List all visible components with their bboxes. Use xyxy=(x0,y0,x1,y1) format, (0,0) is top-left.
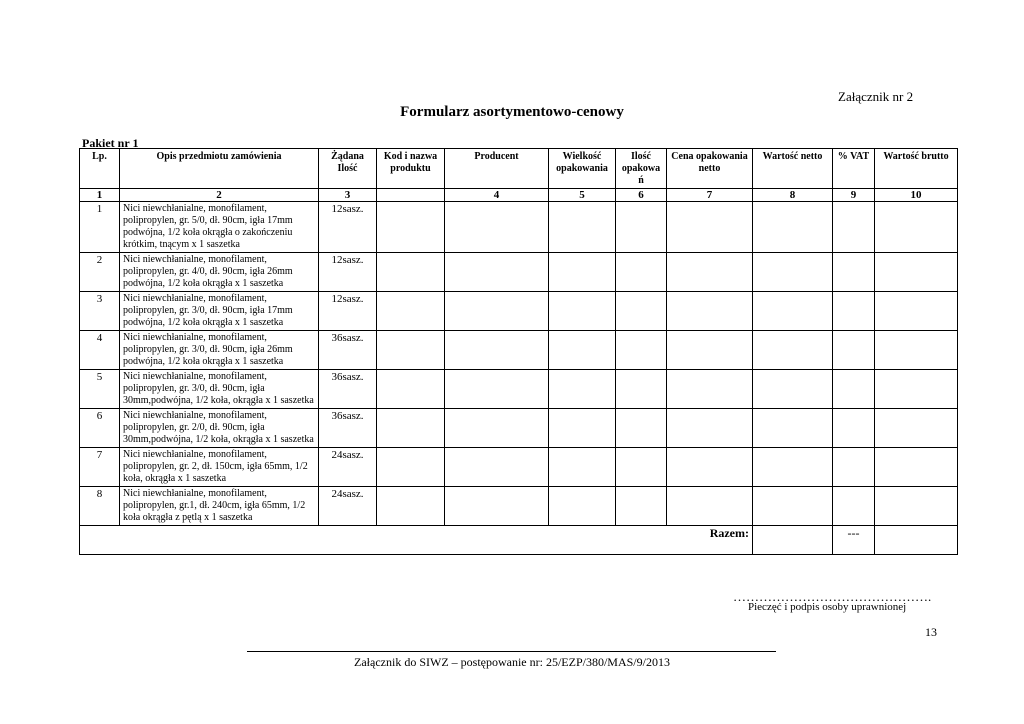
row-quantity: 12sasz. xyxy=(319,253,377,292)
footer-divider xyxy=(247,651,776,652)
cell-package-count[interactable] xyxy=(616,370,667,409)
cell-unit-price[interactable] xyxy=(667,202,753,253)
cell-vat[interactable] xyxy=(833,487,875,526)
cell-package-count[interactable] xyxy=(616,253,667,292)
table-row xyxy=(80,409,958,448)
row-description: Nici niewchłanialne, monofilament, polipropylen, gr.1, dł. 240cm, igła 65mm, 1/2 koła okrągła z pętlą x 1 saszetka xyxy=(120,487,319,526)
cell-gross-value[interactable] xyxy=(875,448,958,487)
signature-label: Pieczęć i podpis osoby uprawnionej xyxy=(748,601,907,613)
row-quantity: 36sasz. xyxy=(319,331,377,370)
cell-net-value[interactable] xyxy=(753,202,833,253)
cell-package-size[interactable] xyxy=(549,487,616,526)
cell-package-count[interactable] xyxy=(616,409,667,448)
column-number: 2 xyxy=(120,189,319,202)
row-lp: 7 xyxy=(80,448,120,487)
column-number-row xyxy=(80,189,958,202)
header-unit-price: Cena opakowania netto xyxy=(667,149,753,189)
table-row xyxy=(80,370,958,409)
cell-package-count[interactable] xyxy=(616,202,667,253)
row-lp: 4 xyxy=(80,331,120,370)
column-number: 10 xyxy=(875,189,958,202)
cell-vat[interactable] xyxy=(833,370,875,409)
cell-product-code[interactable] xyxy=(377,448,445,487)
header-gross-value: Wartość brutto xyxy=(875,149,958,189)
row-description: Nici niewchłanialne, monofilament, polipropylen, gr. 3/0, dł. 90cm, igła 17mm podwójna, 1/2 koła okrągła x 1 saszetka xyxy=(120,292,319,331)
cell-gross-value[interactable] xyxy=(875,409,958,448)
row-quantity: 24sasz. xyxy=(319,487,377,526)
cell-package-count[interactable] xyxy=(616,448,667,487)
header-net-value: Wartość netto xyxy=(753,149,833,189)
cell-package-count[interactable] xyxy=(616,292,667,331)
cell-gross-value[interactable] xyxy=(875,331,958,370)
row-description: Nici niewchłanialne, monofilament, polipropylen, gr. 5/0, dł. 90cm, igła 17mm podwójna, 1/2 koła okrągła o zakończeniu krótkim, tnącym x 1 saszetka xyxy=(120,202,319,253)
cell-vat[interactable] xyxy=(833,409,875,448)
row-quantity: 12sasz. xyxy=(319,202,377,253)
total-net-cell[interactable] xyxy=(753,526,833,555)
cell-package-size[interactable] xyxy=(549,253,616,292)
row-description: Nici niewchłanialne, monofilament, polipropylen, gr. 2, dł. 150cm, igła 65mm, 1/2 koła, okrągła x 1 saszetka xyxy=(120,448,319,487)
cell-unit-price[interactable] xyxy=(667,448,753,487)
cell-net-value[interactable] xyxy=(753,448,833,487)
column-number: 6 xyxy=(616,189,667,202)
row-lp: 1 xyxy=(80,202,120,253)
cell-unit-price[interactable] xyxy=(667,487,753,526)
cell-net-value[interactable] xyxy=(753,253,833,292)
header-quantity: Żądana Ilość xyxy=(319,149,377,189)
cell-vat[interactable] xyxy=(833,202,875,253)
column-number: 5 xyxy=(549,189,616,202)
row-quantity: 24sasz. xyxy=(319,448,377,487)
cell-package-size[interactable] xyxy=(549,292,616,331)
cell-gross-value[interactable] xyxy=(875,370,958,409)
cell-package-size[interactable] xyxy=(549,448,616,487)
row-description: Nici niewchłanialne, monofilament, polipropylen, gr. 4/0, dł. 90cm, igła 26mm podwójna, 1/2 koła okrągła x 1 saszetka xyxy=(120,253,319,292)
column-number: 8 xyxy=(753,189,833,202)
column-number: 1 xyxy=(80,189,120,202)
cell-vat[interactable] xyxy=(833,292,875,331)
cell-producer[interactable] xyxy=(445,409,549,448)
total-gross-cell[interactable] xyxy=(875,526,958,555)
cell-package-size[interactable] xyxy=(549,409,616,448)
cell-product-code[interactable] xyxy=(377,292,445,331)
table-row xyxy=(80,487,958,526)
cell-package-count[interactable] xyxy=(616,331,667,370)
cell-vat[interactable] xyxy=(833,331,875,370)
packet-label: Pakiet nr 1 xyxy=(82,136,139,150)
column-number xyxy=(377,189,445,202)
cell-product-code[interactable] xyxy=(377,409,445,448)
column-number: 3 xyxy=(319,189,377,202)
signature-line: ………………………………………. xyxy=(733,589,932,604)
header-description: Opis przedmiotu zamówienia xyxy=(120,149,319,189)
cell-producer[interactable] xyxy=(445,370,549,409)
header-vat: % VAT xyxy=(833,149,875,189)
column-number: 4 xyxy=(445,189,549,202)
table-row xyxy=(80,253,958,292)
cell-unit-price[interactable] xyxy=(667,370,753,409)
column-number: 7 xyxy=(667,189,753,202)
cell-unit-price[interactable] xyxy=(667,253,753,292)
page-number: 13 xyxy=(925,625,937,639)
column-number: 9 xyxy=(833,189,875,202)
header-package-count: Ilość opakowa ń xyxy=(616,149,667,189)
table-row xyxy=(80,202,958,253)
header-product-code: Kod i nazwa produktu xyxy=(377,149,445,189)
cell-net-value[interactable] xyxy=(753,487,833,526)
row-quantity: 12sasz. xyxy=(319,292,377,331)
row-lp: 8 xyxy=(80,487,120,526)
row-lp: 3 xyxy=(80,292,120,331)
cell-unit-price[interactable] xyxy=(667,331,753,370)
footer-text: Załącznik do SIWZ – postępowanie nr: 25/EZP/380/MAS/9/2013 xyxy=(354,655,670,669)
cell-gross-value[interactable] xyxy=(875,202,958,253)
cell-package-size[interactable] xyxy=(549,331,616,370)
row-quantity: 36sasz. xyxy=(319,370,377,409)
row-lp: 2 xyxy=(80,253,120,292)
cell-producer[interactable] xyxy=(445,253,549,292)
annex-label: Załącznik nr 2 xyxy=(838,89,914,104)
table-row xyxy=(80,292,958,331)
cell-package-size[interactable] xyxy=(549,370,616,409)
page-title: Formularz asortymentowo-cenowy xyxy=(400,104,624,120)
cell-gross-value[interactable] xyxy=(875,292,958,331)
cell-net-value[interactable] xyxy=(753,370,833,409)
total-vat-placeholder: --- xyxy=(833,526,875,555)
row-description: Nici niewchłanialne, monofilament, polipropylen, gr. 3/0, dł. 90cm, igła 30mm,podwójna, 1/2 koła, okrągła x 1 saszetka xyxy=(120,370,319,409)
row-description: Nici niewchłanialne, monofilament, polipropylen, gr. 3/0, dł. 90cm, igła 26mm podwójna, 1/2 koła okrągła x 1 saszetka xyxy=(120,331,319,370)
cell-product-code[interactable] xyxy=(377,202,445,253)
cell-gross-value[interactable] xyxy=(875,253,958,292)
cell-product-code[interactable] xyxy=(377,370,445,409)
total-row xyxy=(80,526,958,555)
table-header-row xyxy=(80,149,958,189)
cell-unit-price[interactable] xyxy=(667,292,753,331)
cell-gross-value[interactable] xyxy=(875,487,958,526)
cell-producer[interactable] xyxy=(445,487,549,526)
cell-net-value[interactable] xyxy=(753,409,833,448)
table-row xyxy=(80,331,958,370)
row-quantity: 36sasz. xyxy=(319,409,377,448)
cell-producer[interactable] xyxy=(445,202,549,253)
cell-net-value[interactable] xyxy=(753,292,833,331)
row-lp: 5 xyxy=(80,370,120,409)
cell-net-value[interactable] xyxy=(753,331,833,370)
header-lp: Lp. xyxy=(80,149,120,189)
table-row xyxy=(80,448,958,487)
cell-producer[interactable] xyxy=(445,448,549,487)
cell-vat[interactable] xyxy=(833,253,875,292)
cell-product-code[interactable] xyxy=(377,331,445,370)
header-package-size: Wielkość opakowania xyxy=(549,149,616,189)
price-form-table xyxy=(79,148,958,555)
cell-product-code[interactable] xyxy=(377,253,445,292)
row-description: Nici niewchłanialne, monofilament, polipropylen, gr. 2/0, dł. 90cm, igła 30mm,podwójna, 1/2 koła, okrągła x 1 saszetka xyxy=(120,409,319,448)
row-lp: 6 xyxy=(80,409,120,448)
header-producer: Producent xyxy=(445,149,549,189)
cell-package-count[interactable] xyxy=(616,487,667,526)
cell-vat[interactable] xyxy=(833,448,875,487)
total-label: Razem: xyxy=(80,526,753,555)
cell-package-size[interactable] xyxy=(549,202,616,253)
cell-product-code[interactable] xyxy=(377,487,445,526)
cell-producer[interactable] xyxy=(445,292,549,331)
cell-unit-price[interactable] xyxy=(667,409,753,448)
cell-producer[interactable] xyxy=(445,331,549,370)
